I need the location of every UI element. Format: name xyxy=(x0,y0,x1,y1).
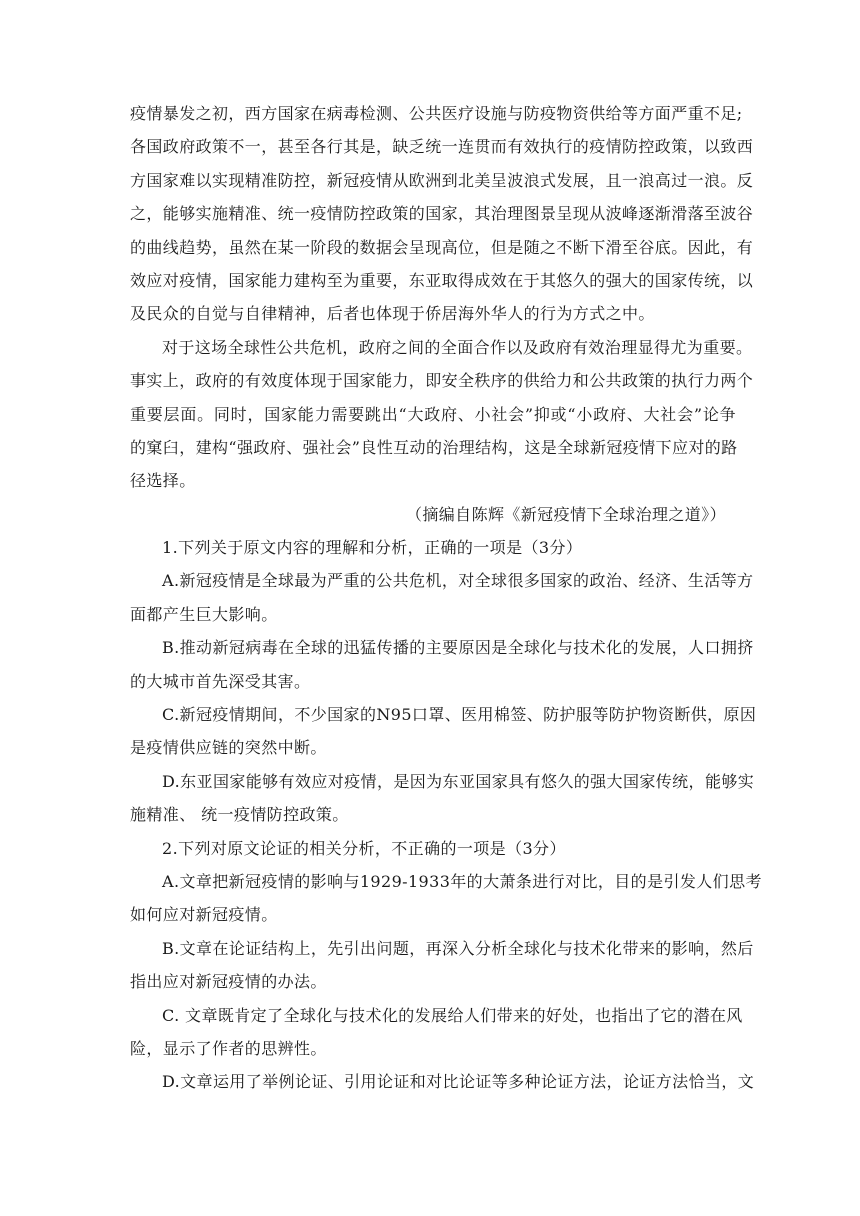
text-line: 事实上，政府的有效度体现于国家能力，即安全秩序的供给力和公共政策的执行力两个 xyxy=(130,371,754,391)
option-b-cont: 的大城市首先深受其害。 xyxy=(130,671,311,691)
text-line: 效应对疫情，国家能力建构至为重要，东亚取得成效在于其悠久的强大的国家传统，以 xyxy=(130,270,754,290)
option-c: C. 文章既肯定了全球化与技术化的发展给人们带来的好处，也指出了它的潜在风 xyxy=(162,1005,743,1025)
text-line: 径选择。 xyxy=(130,471,196,491)
source-citation: （摘编自陈辉《新冠疫情下全球治理之道》） xyxy=(405,504,726,524)
text-line: 及民众的自觉与自律精神，后者也体现于侨居海外华人的行为方式之中。 xyxy=(130,304,655,324)
document-page xyxy=(130,104,762,1092)
text-line: 疫情暴发之初，西方国家在病毒检测、公共医疗设施与防疫物资供给等方面严重不足; xyxy=(130,104,743,123)
option-d: D.东亚国家能够有效应对疫情，是因为东亚国家具有悠久的强大国家传统，能够实 xyxy=(162,771,755,791)
question-stem: 2.下列对原文论证的相关分析，不正确的一项是（3分） xyxy=(162,838,566,858)
text-line: 的窠臼，建构“强政府、强社会”良性互动的治理结构，这是全球新冠疫情下应对的路 xyxy=(130,437,738,457)
option-b-cont: 指出应对新冠疫情的办法。 xyxy=(130,972,327,992)
text-line: 之，能够实施精准、统一疫情防控政策的国家，其治理图景呈现从波峰逐渐滑落至波谷 xyxy=(130,204,754,224)
text-line: 的曲线趋势，虽然在某一阶段的数据会呈现高位，但是随之不断下滑至谷底。因此，有 xyxy=(130,237,754,257)
option-a-cont: 面都产生巨大影响。 xyxy=(130,604,278,624)
text-line: 各国政府政策不一，甚至各行其是，缺乏统一连贯而有效执行的疫情防控政策，以致西 xyxy=(130,137,754,157)
text-line: 对于这场全球性公共危机，政府之间的全面合作以及政府有效治理显得尤为重要。 xyxy=(162,337,753,357)
question-1 xyxy=(130,538,757,839)
option-a: A.文章把新冠疫情的影响与1929-1933年的大萧条进行对比，目的是引发人们思考 xyxy=(162,871,762,891)
text-line: 重要层面。同时，国家能力需要跳出“大政府、小社会”抑或“小政府、大社会”论争 xyxy=(130,404,736,424)
option-c-cont: 险，显示了作者的思辨性。 xyxy=(130,1038,327,1058)
option-a-cont: 如何应对新冠疫情。 xyxy=(130,905,278,925)
option-b: B.文章在论证结构上，先引出问题，再深入分析全球化与技术化带来的影响，然后 xyxy=(162,938,754,958)
paragraph-2 xyxy=(130,337,754,505)
option-d-cont: 施精准、 统一疫情防控政策。 xyxy=(130,805,349,825)
question-stem: 1.下列关于原文内容的理解和分析，正确的一项是（3分） xyxy=(162,538,583,558)
text-line: 方国家难以实现精准防控，新冠疫情从欧洲到北美呈波浪式发展，且一浪高过一浪。反 xyxy=(130,170,754,190)
option-d: D.文章运用了举例论证、引用论证和对比论证等多种论证方法，论证方法恰当，文 xyxy=(162,1072,755,1092)
question-2 xyxy=(130,838,762,1093)
option-c: C.新冠疫情期间，不少国家的N95口罩、医用棉签、防护服等防护物资断供，原因 xyxy=(162,705,757,725)
option-c-cont: 是疫情供应链的突然中断。 xyxy=(130,738,327,758)
option-b: B.推动新冠病毒在全球的迅猛传播的主要原因是全球化与技术化的发展，人口拥挤 xyxy=(162,638,754,658)
option-a: A.新冠疫情是全球最为严重的公共危机，对全球很多国家的政治、经济、生活等方 xyxy=(162,571,754,591)
paragraph-1 xyxy=(130,104,754,338)
